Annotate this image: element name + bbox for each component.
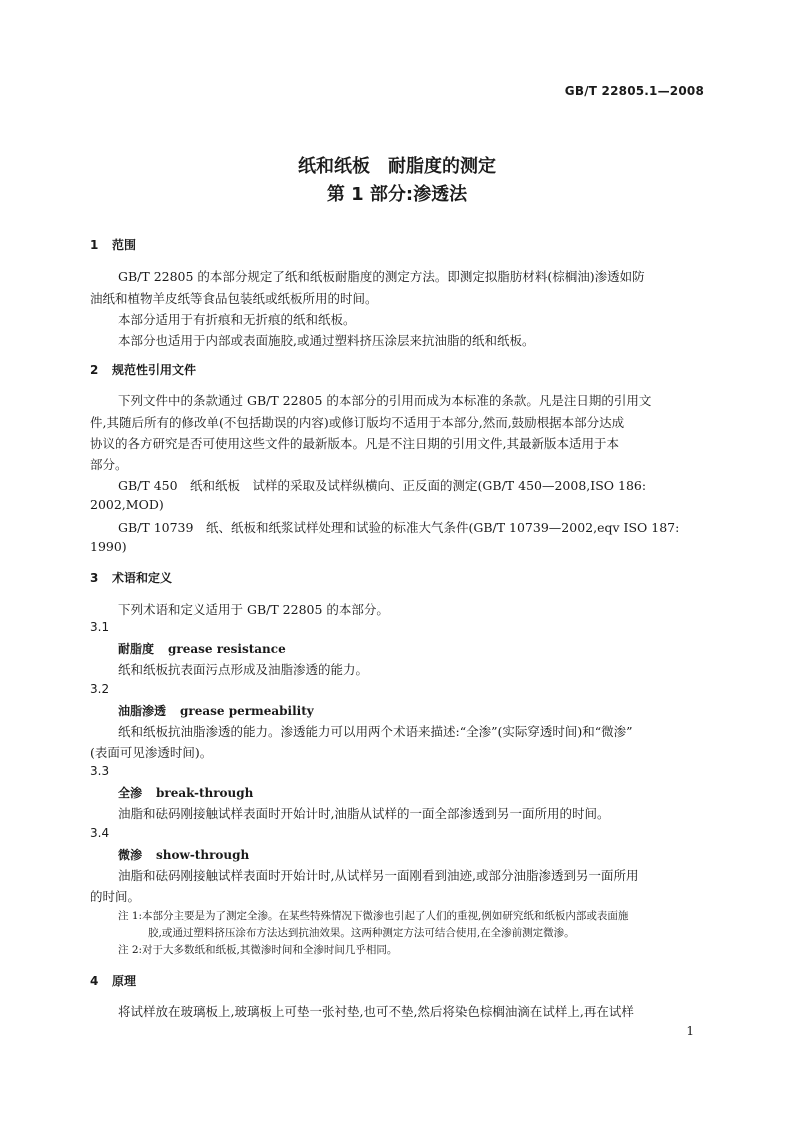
paragraph-line: 协议的各方研究是否可使用这些文件的最新版本。凡是不注日期的引用文件,其最新版本适用于本 [90, 436, 619, 451]
definition-line: 油脂和砝码刚接触试样表面时开始计时,从试样另一面刚看到油迹,或部分油脂渗透到另一面所用 [118, 868, 639, 883]
paragraph-line: 油纸和植物羊皮纸等食品包装纸或纸板所用的时间。 [90, 291, 378, 306]
section-2-heading [90, 361, 196, 378]
definition-line: 纸和纸板抗表面污点形成及油脂渗透的能力。 [118, 662, 369, 677]
paragraph-line: 下列文件中的条款通过 GB/T 22805 的本部分的引用而成为本标准的条款。凡是注日期的引用文 [118, 393, 652, 408]
term-entry [118, 702, 314, 719]
section-title: 原理 [112, 974, 137, 988]
paragraph-line: 下列术语和定义适用于 GB/T 22805 的本部分。 [118, 602, 389, 617]
section-1-heading [90, 236, 136, 253]
standard-number: GB/T 22805.1—2008 [564, 84, 704, 98]
section-number: 2 [90, 363, 99, 377]
paragraph-line: 件,其随后所有的修改单(不包括勘误的内容)或修订版均不适用于本部分,然而,鼓励根据本部分达成 [90, 415, 625, 430]
reference-line: 2002,MOD) [90, 497, 164, 512]
paragraph-line: 部分。 [90, 457, 128, 472]
document-title: 纸和纸板 耐脂度的测定 [298, 156, 496, 177]
term-english: show-through [156, 848, 250, 862]
note-line: 注 1:本部分主要是为了测定全渗。在某些特殊情况下微渗也引起了人们的重视,例如研究纸和纸板内部或表面施 [118, 910, 629, 922]
section-3-heading [90, 569, 172, 586]
term-chinese: 全渗 [118, 786, 143, 800]
term-english: grease resistance [168, 642, 286, 656]
clause-number: 3.1 [90, 620, 110, 634]
term-entry [118, 640, 286, 657]
definition-line: 的时间。 [90, 889, 141, 904]
paragraph-line: 本部分适用于有折痕和无折痕的纸和纸板。 [118, 312, 356, 327]
reference-line: GB/T 450 纸和纸板 试样的采取及试样纵横向、正反面的测定(GB/T 450—2008,ISO 186: [118, 478, 647, 493]
note-line: 胶,或通过塑料挤压涂布方法达到抗油效果。这两种测定方法可结合使用,在全渗前测定微渗。 [148, 927, 575, 939]
term-english: break-through [156, 786, 254, 800]
term-chinese: 油脂渗透 [118, 704, 167, 718]
definition-line: (表面可见渗透时间)。 [90, 745, 213, 760]
page-number: 1 [686, 1024, 694, 1038]
term-chinese: 耐脂度 [118, 642, 155, 656]
term-english: grease permeability [180, 704, 314, 718]
section-title: 规范性引用文件 [112, 363, 197, 377]
section-4-heading [90, 972, 136, 989]
reference-line: 1990) [90, 539, 127, 554]
section-number: 1 [90, 238, 99, 252]
clause-number: 3.4 [90, 826, 110, 840]
document-subtitle: 第 1 部分:渗透法 [326, 184, 468, 205]
clause-number: 3.2 [90, 682, 110, 696]
paragraph-line: GB/T 22805 的本部分规定了纸和纸板耐脂度的测定方法。即测定拟脂肪材料(棕榈油)渗透如防 [118, 269, 645, 284]
term-entry [118, 846, 249, 863]
paragraph-line: 将试样放在玻璃板上,玻璃板上可垫一张衬垫,也可不垫,然后将染色棕榈油滴在试样上,再在试样 [118, 1004, 634, 1019]
section-title: 范围 [112, 238, 137, 252]
section-number: 3 [90, 571, 99, 585]
note-line: 注 2:对于大多数纸和纸板,其微渗时间和全渗时间几乎相同。 [118, 944, 398, 956]
paragraph-line: 本部分也适用于内部或表面施胶,或通过塑料挤压涂层来抗油脂的纸和纸板。 [118, 333, 535, 348]
term-chinese: 微渗 [118, 848, 143, 862]
section-title: 术语和定义 [112, 571, 173, 585]
section-number: 4 [90, 974, 99, 988]
definition-line: 油脂和砝码刚接触试样表面时开始计时,油脂从试样的一面全部渗透到另一面所用的时间。 [118, 806, 610, 821]
reference-line: GB/T 10739 纸、纸板和纸浆试样处理和试验的标准大气条件(GB/T 10739—2002,eqv ISO 187: [118, 520, 680, 535]
clause-number: 3.3 [90, 764, 110, 778]
definition-line: 纸和纸板抗油脂渗透的能力。渗透能力可以用两个术语来描述:“全渗”(实际穿透时间)和“微渗” [118, 724, 633, 739]
term-entry [118, 784, 253, 801]
